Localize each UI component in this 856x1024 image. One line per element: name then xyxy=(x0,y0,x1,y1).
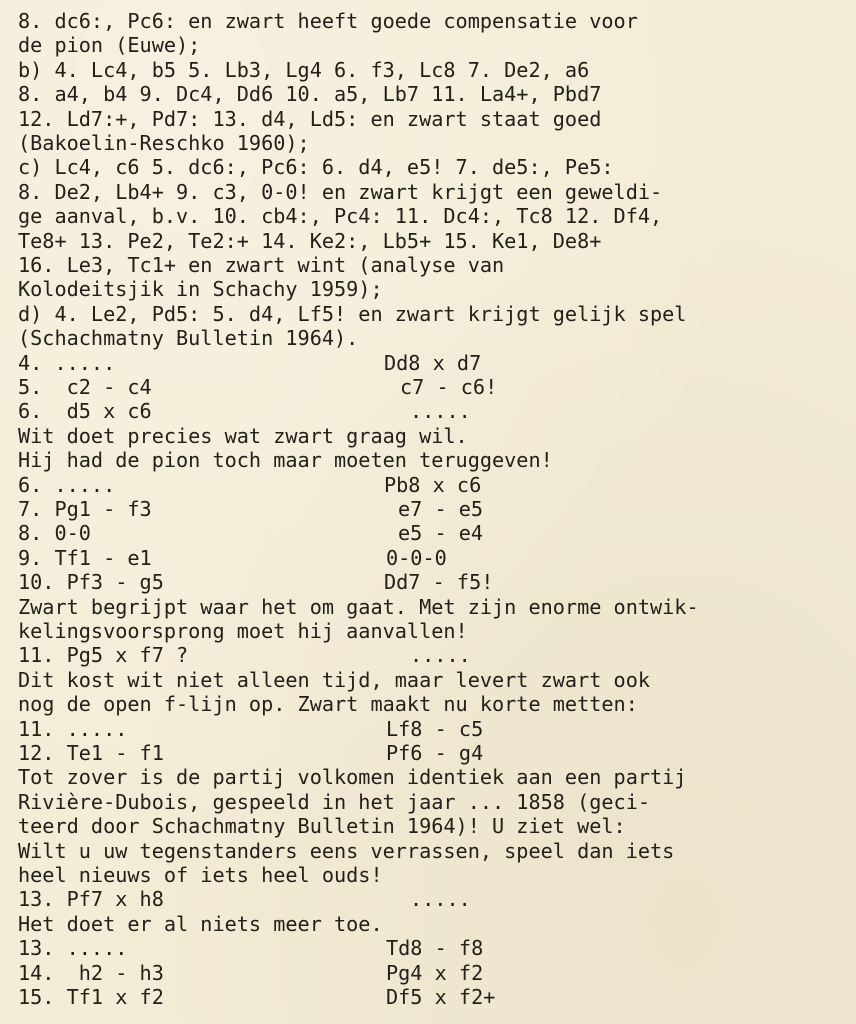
text-line: Tot zover is de partij volkomen identiek aan een partij xyxy=(18,765,687,790)
text-line: (Schachmatny Bulletin 1964). xyxy=(18,326,359,351)
text-line: teerd door Schachmatny Bulletin 1964)! U ziet wel: xyxy=(18,814,626,839)
text-line: kelingsvoorsprong moet hij aanvallen! xyxy=(18,619,468,643)
text-line: Hij had de pion toch maar moeten teruggeven! xyxy=(18,448,553,473)
white-move: 15. Tf1 x f2 xyxy=(18,985,164,1009)
text-line: Dit kost wit niet alleen tijd, maar levert zwart ook xyxy=(18,667,651,692)
black-move: Pg4 x f2 xyxy=(386,960,484,985)
white-move: 14. h2 - h3 xyxy=(18,960,164,985)
white-move: 9. Tf1 - e1 xyxy=(18,545,152,570)
text-line: Wilt u uw tegenstanders eens verrassen, speel dan iets xyxy=(18,838,675,863)
white-move: 11. ..... xyxy=(18,716,128,741)
text-line: 8. De2, Lb4+ 9. c3, 0-0! en zwart krijgt een geweldi- xyxy=(18,179,663,204)
text-line: Wit doet precies wat zwart graag wil. xyxy=(18,423,468,448)
white-move: 8. 0-0 xyxy=(18,521,91,546)
text-line: ge aanval, b.v. 10. cb4:, Pc4: 11. Dc4:, Tc8 12. Df4, xyxy=(18,204,663,229)
text-line: 16. Le3, Tc1+ en zwart wint (analyse van xyxy=(18,253,505,277)
black-move: e7 - e5 xyxy=(398,497,484,521)
black-move: e5 - e4 xyxy=(398,521,484,546)
white-move: 7. Pg1 - f3 xyxy=(18,497,152,521)
text-line: nog de open f-lijn op. Zwart maakt nu korte metten: xyxy=(18,692,638,717)
text-line: 8. dc6:, Pc6: en zwart heeft goede compensatie voor xyxy=(18,9,638,33)
black-move: ..... xyxy=(410,643,471,668)
white-move: 5. c2 - c4 xyxy=(18,375,152,399)
text-line: heel nieuws of iets heel ouds! xyxy=(18,863,383,887)
black-move: Pf6 - g4 xyxy=(386,741,484,765)
text-line: Te8+ 13. Pe2, Te2:+ 14. Ke2:, Lb5+ 15. Ke1, De8+ xyxy=(18,228,602,253)
text-line: de pion (Euwe); xyxy=(18,33,201,58)
text-line: Rivière-Dubois, gespeeld in het jaar ... 1858 (geci- xyxy=(18,789,651,814)
white-move: 13. Pf7 x h8 xyxy=(18,887,164,912)
black-move: Td8 - f8 xyxy=(386,936,484,961)
black-move: Dd7 - f5! xyxy=(384,570,494,595)
text-line: b) 4. Lc4, b5 5. Lb3, Lg4 6. f3, Lc8 7. De2, a6 xyxy=(18,57,590,82)
black-move: ..... xyxy=(410,887,471,912)
text-line: d) 4. Le2, Pd5: 5. d4, Lf5! en zwart krijgt gelijk spel xyxy=(18,301,687,326)
white-move: 12. Te1 - f1 xyxy=(18,741,164,765)
text-line: Zwart begrijpt waar het om gaat. Met zijn enorme ontwik- xyxy=(18,594,699,619)
text-line: Het doet er al niets meer toe. xyxy=(18,911,383,936)
black-move: ..... xyxy=(410,399,471,424)
text-line: 12. Ld7:+, Pd7: 13. d4, Ld5: en zwart staat goed xyxy=(18,106,602,131)
text-line: 8. a4, b4 9. Dc4, Dd6 10. a5, Lb7 11. La4+, Pbd7 xyxy=(18,82,602,107)
white-move: 10. Pf3 - g5 xyxy=(18,570,164,595)
white-move: 6. ..... xyxy=(18,472,116,497)
black-move: 0-0-0 xyxy=(386,545,447,570)
black-move: Dd8 x d7 xyxy=(384,350,482,375)
black-move: Pb8 x c6 xyxy=(384,472,482,497)
black-move: Lf8 - c5 xyxy=(386,716,484,741)
white-move: 6. d5 x c6 xyxy=(18,399,152,424)
black-move: Df5 x f2+ xyxy=(386,985,496,1009)
text-line: (Bakoelin-Reschko 1960); xyxy=(18,131,310,155)
white-move: 11. Pg5 x f7 ? xyxy=(18,643,189,668)
black-move: c7 - c6! xyxy=(400,375,498,399)
text-line: Kolodeitsjik in Schachy 1959); xyxy=(18,277,383,302)
text-line: c) Lc4, c6 5. dc6:, Pc6: 6. d4, e5! 7. de5:, Pe5: xyxy=(18,155,614,180)
white-move: 13. ..... xyxy=(18,936,128,961)
white-move: 4. ..... xyxy=(18,350,116,375)
